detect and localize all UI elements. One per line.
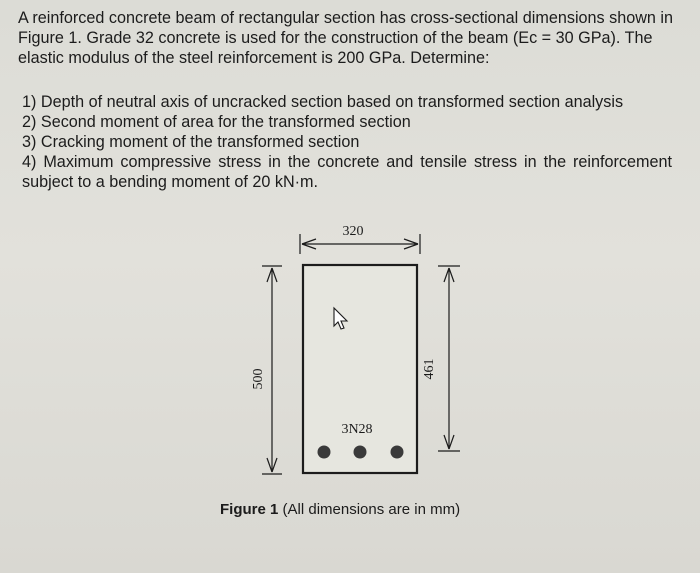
- width-dimension: [300, 224, 420, 254]
- rebar-2: [354, 446, 367, 459]
- problem-intro: A reinforced concrete beam of rectangular section has cross-sectional dimensions shown in Figure 1. Grade 32 concrete is used for the construction of the beam (Ec = 30 GPa). The elastic modulus of the steel reinforcement is 200 GPa. Determine:: [18, 9, 674, 67]
- figure-caption: [220, 500, 460, 520]
- beam-section-outline: [303, 265, 417, 473]
- height-dimension: [251, 266, 282, 474]
- requirement-item-4: 4) Maximum compressive stress in the concrete and tensile stress in the reinforcement subject to a bending moment of 20 kN·m.: [22, 153, 672, 191]
- effective-depth-label: 461: [422, 358, 437, 380]
- height-label: 500: [251, 368, 266, 390]
- requirement-item-1: 1) Depth of neutral axis of uncracked section based on transformed section analysis: [22, 93, 624, 111]
- rebar-1: [318, 446, 331, 459]
- rebar-3: [391, 446, 404, 459]
- rebar-label: 3N28: [341, 422, 373, 437]
- caption-figure-number: Figure 1: [220, 501, 279, 518]
- caption-description: (All dimensions are in mm): [278, 501, 461, 518]
- requirement-item-2: 2) Second moment of area for the transformed section: [22, 113, 411, 131]
- effective-depth-dimension: [422, 266, 460, 451]
- requirement-item-3: 3) Cracking moment of the transformed section: [22, 133, 360, 151]
- width-label: 320: [342, 224, 364, 239]
